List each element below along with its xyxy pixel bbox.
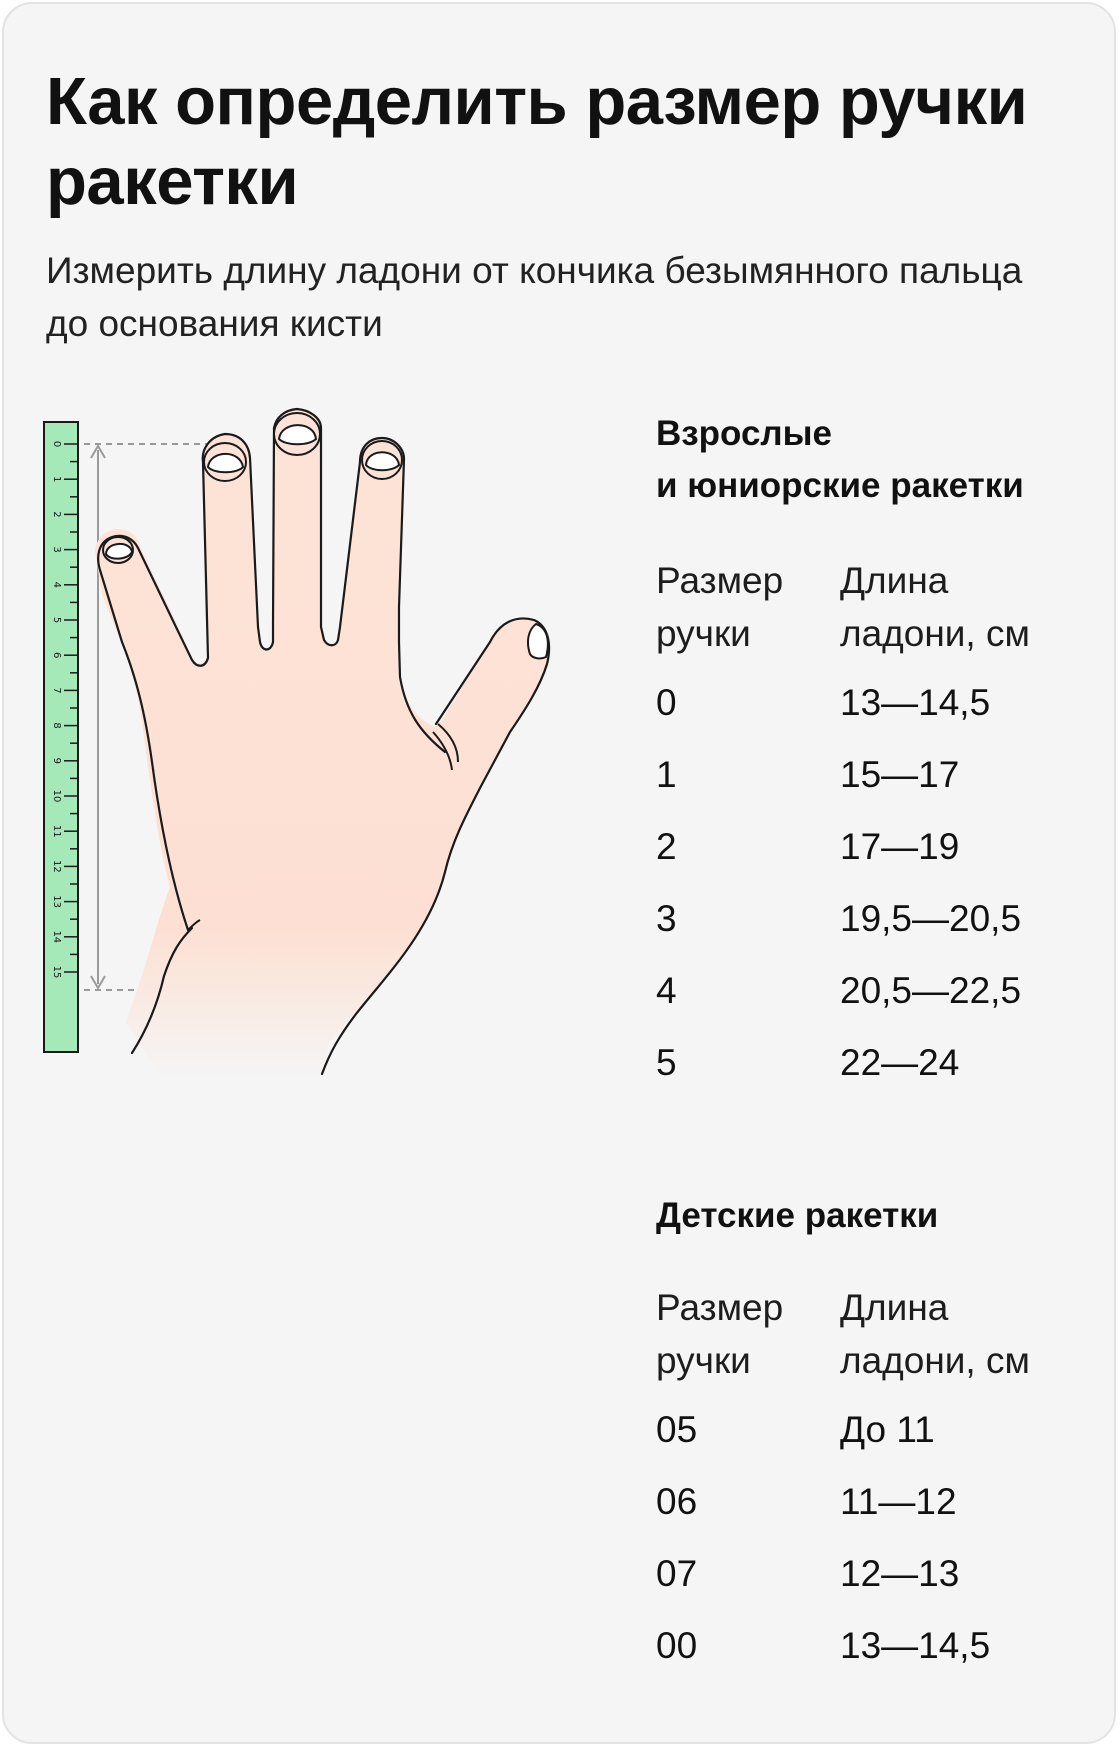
palm-length-cell: 15—17 [840, 754, 960, 795]
ruler-label: 11 [51, 824, 62, 838]
table-row [656, 748, 1096, 802]
ruler-label: 3 [51, 546, 62, 553]
table-row [656, 1547, 1096, 1601]
grip-size-cell: 3 [656, 898, 677, 939]
palm-length-cell: 17—19 [840, 826, 960, 867]
table-row [656, 1036, 1096, 1090]
ruler-label: 8 [51, 722, 62, 729]
ruler-label: 9 [51, 757, 62, 764]
grip-size-cell: 2 [656, 826, 677, 867]
adult-col-size-line2: ручки [656, 613, 751, 654]
palm-length-cell: 11—12 [840, 1481, 957, 1522]
ruler-label: 10 [51, 789, 62, 803]
palm-length-cell: До 11 [840, 1409, 935, 1450]
table-row [656, 1619, 1096, 1673]
table-row [656, 676, 1096, 730]
ruler-label: 15 [51, 965, 62, 979]
palm-length-cell: 19,5—20,5 [840, 898, 1022, 939]
hand-measurement-illustration [40, 402, 610, 1102]
table-row [656, 1475, 1096, 1529]
ruler-label: 12 [51, 860, 62, 873]
ruler-label: 4 [51, 581, 62, 588]
kids-col-length-line1: Длина [840, 1287, 949, 1328]
ruler-label: 13 [51, 895, 62, 908]
kids-col-size-line1: Размер [656, 1287, 784, 1328]
infographic-card [2, 2, 1116, 1744]
page-subtitle: Измерить длину ладони от кончика безымянного пальца до основания кисти [46, 250, 1023, 344]
kids-section-title: Детские ракетки [656, 1196, 939, 1235]
grip-size-cell: 07 [656, 1553, 698, 1594]
ruler-label: 7 [51, 687, 62, 694]
grip-size-cell: 05 [656, 1409, 698, 1450]
palm-length-cell: 22—24 [840, 1042, 960, 1083]
palm-length-cell: 13—14,5 [840, 682, 991, 723]
ruler [44, 422, 78, 1052]
table-row [656, 892, 1096, 946]
table-row [656, 1403, 1096, 1457]
page-title: Как определить размер ручки ракетки [46, 64, 1028, 219]
adult-section-title-line1: Взрослые [656, 414, 833, 453]
grip-size-cell: 0 [656, 682, 677, 723]
ruler-label: 2 [51, 511, 62, 518]
palm-length-cell: 12—13 [840, 1553, 960, 1594]
ruler-label: 5 [51, 616, 62, 624]
grip-size-cell: 5 [656, 1042, 677, 1083]
grip-size-cell: 1 [656, 754, 677, 795]
ruler-label: 14 [51, 930, 62, 944]
hand [95, 409, 549, 1077]
kids-col-size-line2: ручки [656, 1340, 751, 1381]
ruler-label: 1 [51, 476, 62, 483]
grip-size-cell: 00 [656, 1625, 698, 1666]
adult-col-length-line1: Длина [840, 560, 949, 601]
table-row [656, 820, 1096, 874]
ruler-label: 6 [51, 652, 62, 659]
adult-section-title-line2: и юниорские ракетки [656, 466, 1024, 505]
table-row [656, 964, 1096, 1018]
palm-length-cell: 20,5—22,5 [840, 970, 1022, 1011]
palm-length-cell: 13—14,5 [840, 1625, 991, 1666]
grip-size-cell: 06 [656, 1481, 698, 1522]
adult-col-size-line1: Размер [656, 560, 784, 601]
ruler-label: 0 [51, 440, 62, 448]
kids-col-length-line2: ладони, см [840, 1340, 1030, 1381]
grip-size-cell: 4 [656, 970, 677, 1011]
adult-col-length-line2: ладони, см [840, 613, 1030, 654]
